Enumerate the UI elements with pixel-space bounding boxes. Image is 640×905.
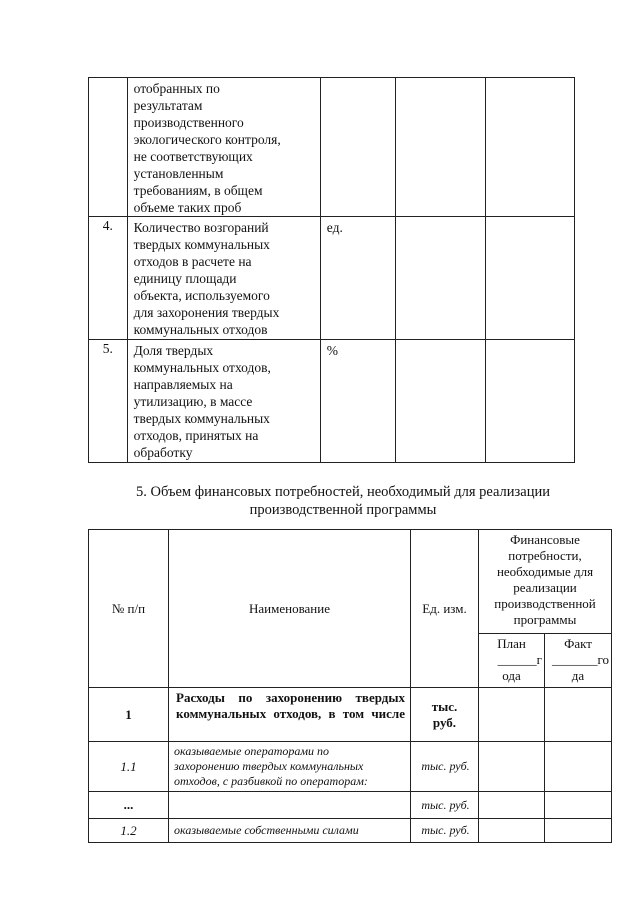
financial-needs-table: [88, 529, 612, 843]
table-row: [89, 340, 575, 463]
indicator-name: отобранных по результатам производственного экологического контроля, не соответствующих установленным требованиям, в общем объеме таких проб: [127, 78, 320, 217]
row-unit: тыс. руб.: [411, 688, 479, 742]
fact-cell: [545, 742, 612, 792]
fact-cell: [545, 792, 612, 819]
value-cell: [396, 217, 485, 340]
value-cell: [396, 78, 485, 217]
indicator-unit: %: [320, 340, 395, 463]
row-unit: тыс. руб.: [411, 819, 479, 843]
row-number: 1.1: [89, 742, 169, 792]
row-number: [89, 78, 128, 217]
table-row: [89, 742, 612, 792]
fact-cell: [545, 819, 612, 843]
header-plan: План ______г ода: [479, 634, 545, 688]
row-name: [169, 792, 411, 819]
table-row: [89, 217, 575, 340]
header-unit: Ед. изм.: [411, 530, 479, 688]
row-number: 1.2: [89, 819, 169, 843]
row-name: оказываемые собственными силами: [169, 819, 411, 843]
indicator-unit: ед.: [320, 217, 395, 340]
value-cell: [485, 340, 575, 463]
value-cell: [485, 217, 575, 340]
row-number: 1: [89, 688, 169, 742]
header-financial-needs: Финансовые потребности, необходимые для реализации производственной программы: [479, 530, 612, 634]
row-number: 5.: [89, 340, 128, 463]
plan-cell: [479, 819, 545, 843]
value-cell: [485, 78, 575, 217]
header-fact: Факт _______го да: [545, 634, 612, 688]
table-row: [89, 78, 575, 217]
row-name: оказываемые операторами по захоронению твердых коммунальных отходов, с разбивкой по операторам:: [169, 742, 411, 792]
plan-cell: [479, 792, 545, 819]
row-unit: тыс. руб.: [411, 742, 479, 792]
section-heading: 5. Объем финансовых потребностей, необходимый для реализации производственной программы: [136, 484, 550, 518]
indicators-table: [88, 77, 575, 463]
fact-cell: [545, 688, 612, 742]
indicator-name: Количество возгораний твердых коммунальных отходов в расчете на единицу площади объекта, используемого для захоронения твердых коммунальных отходов: [127, 217, 320, 340]
table-row: [89, 819, 612, 843]
table-row: [89, 688, 612, 742]
row-unit: тыс. руб.: [411, 792, 479, 819]
table-row: [89, 792, 612, 819]
row-name: Расходы по захоронению твердых коммунальных отходов, в том числе: [169, 688, 411, 742]
indicator-unit: [320, 78, 395, 217]
indicator-name: Доля твердых коммунальных отходов, направляемых на утилизацию, в массе твердых коммунальных отходов, принятых на обработку: [127, 340, 320, 463]
plan-cell: [479, 742, 545, 792]
header-row: [89, 530, 612, 634]
value-cell: [396, 340, 485, 463]
row-number: 4.: [89, 217, 128, 340]
row-number: ...: [89, 792, 169, 819]
plan-cell: [479, 688, 545, 742]
header-name: Наименование: [169, 530, 411, 688]
header-num: № п/п: [89, 530, 169, 688]
